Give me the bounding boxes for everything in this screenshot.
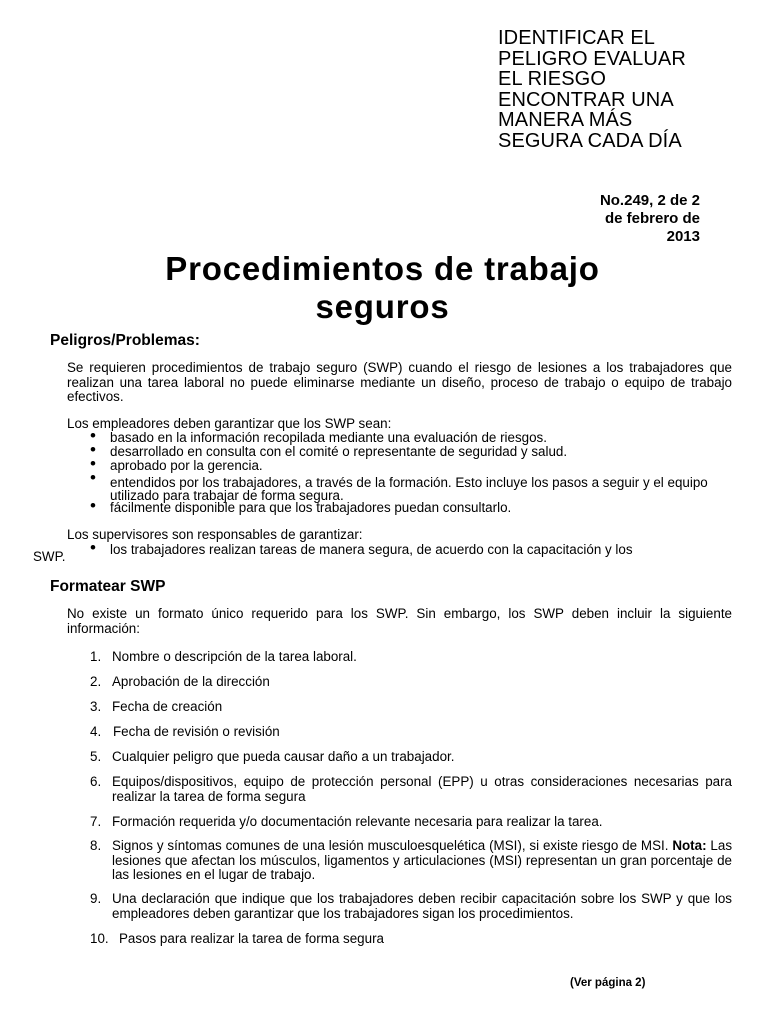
see-page-2-note: (Ver página 2): [570, 977, 646, 989]
bullet-icon: •: [90, 453, 96, 473]
list-item: 6. Equipos/dispositivos, equipo de protección personal (EPP) u otras consideraciones necesarias para realizar la tarea de forma segura: [90, 774, 732, 804]
slogan-line: MANERA MÁS: [498, 109, 633, 131]
slogan-line: ENCONTRAR UNA: [498, 88, 674, 111]
list-item: • los trabajadores realizan tareas de manera segura, de acuerdo con la capacitación y los: [90, 538, 633, 557]
slogan-line: SEGURA CADA DÍA: [498, 129, 682, 152]
list-item: 2. Aprobación de la dirección: [90, 674, 270, 689]
issue-line: No.249, 2 de 2: [599, 192, 700, 209]
list-item: 5. Cualquier peligro que pueda causar daño a un trabajador.: [90, 749, 455, 764]
list-item: • fácilmente disponible para que los trabajadores puedan consultarlo.: [90, 496, 512, 515]
list-item: 10. Pasos para realizar la tarea de forma segura: [90, 931, 384, 946]
slogan-block: [498, 28, 748, 151]
list-item: • basado en la información recopilada mediante una evaluación de riesgos.: [90, 426, 547, 445]
bullet-icon: •: [90, 538, 96, 557]
issue-line: de febrero de: [604, 210, 700, 227]
slogan-line: IDENTIFICAR EL: [498, 27, 655, 49]
note-label: Nota:: [672, 838, 707, 853]
title-line: seguros: [315, 288, 450, 325]
issue-line: 2013: [666, 228, 700, 245]
list-item: • aprobado por la gerencia.: [90, 453, 263, 473]
format-intro: No existe un formato único requerido para los SWP. Sin embargo, los SWP deben incluir la siguiente información:: [67, 606, 732, 636]
list-item: 4. Fecha de revisión o revisión: [90, 724, 280, 739]
list-item: 1. Nombre o descripción de la tarea laboral.: [90, 649, 357, 664]
list-item: 8. Signos y síntomas comunes de una lesión musculoesquelética (MSI), si existe riesgo de MSI. Nota: Las lesiones que afectan los músculos, ligamentos y articulaciones (MSI) representan un gran porcentaje de las lesiones en el lugar de trabajo.: [90, 838, 733, 883]
slogan-line: EL RIESGO: [498, 68, 606, 90]
bullet-icon: •: [90, 496, 96, 515]
bullet-icon: •: [90, 439, 96, 459]
supervisors-intro: Los supervisores son responsables de garantizar:: [67, 527, 363, 542]
format-heading: Formatear SWP: [50, 578, 166, 595]
issue-info: [600, 192, 700, 246]
hazards-intro: Se requieren procedimientos de trabajo seguro (SWP) cuando el riesgo de lesiones a los trabajadores que realizan una tarea laboral no puede eliminarse mediante un diseño, proceso de trabajo o equipo de trabajo efectivos.: [67, 360, 732, 405]
employers-intro: Los empleadores deben garantizar que los SWP sean:: [67, 416, 392, 431]
employers-bullet-list: [90, 426, 740, 515]
list-item: 3. Fecha de creación: [90, 699, 223, 714]
list-item: 9. Una declaración que indique que los trabajadores deben recibir capacitación sobre los SWP y que los empleadores deben garantizar que los trabajadores sigan los procedimientos.: [90, 891, 732, 921]
list-item: • desarrollado en consulta con el comité o representante de seguridad y salud.: [90, 439, 568, 459]
title-line: Procedimientos de trabajo: [165, 250, 600, 287]
list-item: • entendidos por los trabajadores, a través de la formación. Esto incluye los pasos a seguir y el equipo utilizado para trabajar de forma segura.: [90, 468, 708, 503]
bullet-icon: •: [90, 468, 96, 487]
supervisors-bullet-list: [90, 538, 740, 557]
hazards-heading: Peligros/Problemas:: [50, 332, 200, 349]
list-item: 7. Formación requerida y/o documentación relevante necesaria para realizar la tarea.: [90, 814, 603, 829]
page-title: [0, 250, 765, 326]
bullet-icon: •: [90, 426, 96, 445]
slogan-line: PELIGRO EVALUAR: [498, 47, 686, 70]
supervisors-bullet-continuation: SWP.: [33, 549, 66, 564]
